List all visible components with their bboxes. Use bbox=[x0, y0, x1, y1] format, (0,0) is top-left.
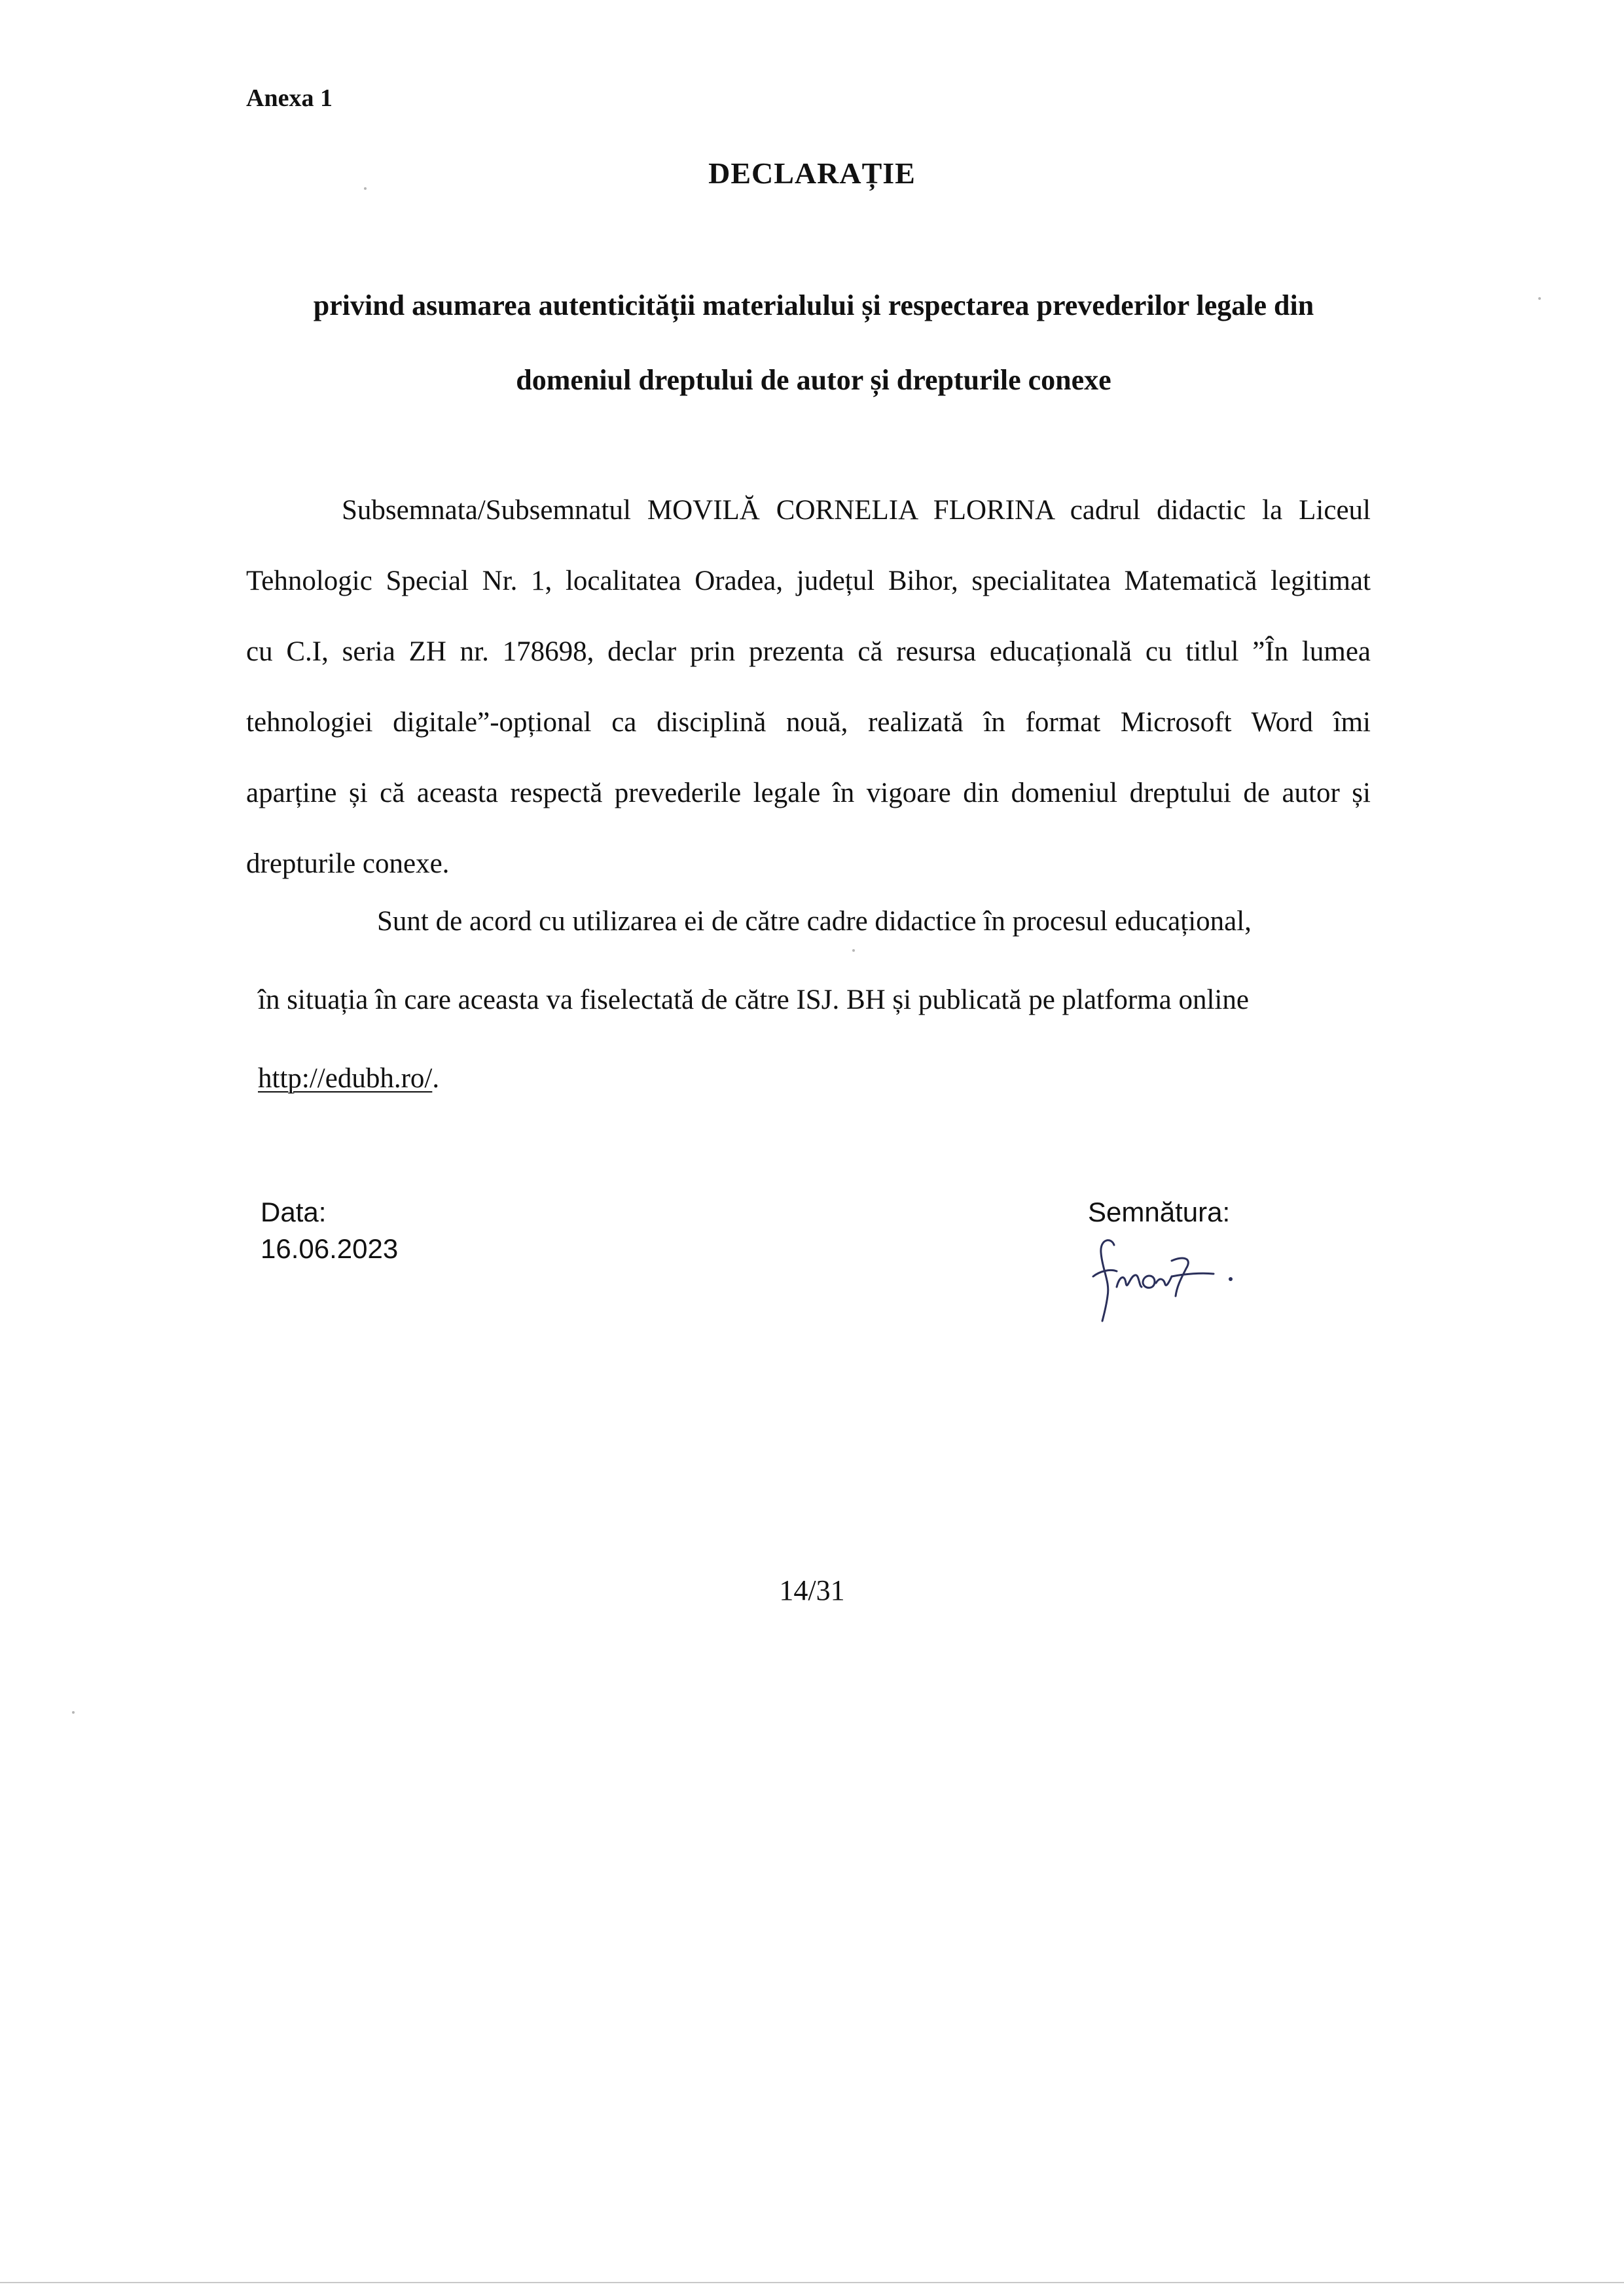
scan-speck bbox=[364, 187, 367, 190]
agreement-link-line bbox=[258, 1039, 1371, 1118]
paragraph-line: Subsemnata/Subsemnatul MOVILĂ CORNELIA FLORINA cadrul didactic la Liceul bbox=[342, 495, 1371, 526]
date-value: 16.06.2023 bbox=[261, 1233, 399, 1264]
platform-link[interactable]: http://edubh.ro/ bbox=[258, 1063, 433, 1094]
handwritten-signature bbox=[1074, 1231, 1244, 1322]
annex-label: Anexa 1 bbox=[246, 84, 333, 112]
signature-label: Semnătura: bbox=[1088, 1197, 1231, 1227]
scan-speck bbox=[1538, 297, 1541, 300]
date-label: Data: bbox=[261, 1197, 327, 1227]
agreement-line: Sunt de acord cu utilizarea ei de către cadre didactice în procesul educațional, bbox=[377, 906, 1252, 937]
date-block bbox=[261, 1194, 398, 1267]
signature-block bbox=[1088, 1194, 1230, 1231]
subtitle-line: privind asumarea autenticității materialului și respectarea prevederilor legale din bbox=[313, 289, 1314, 321]
agreement-line: în situația în care aceasta va fiselectată de către ISJ. BH și publicată pe platforma online bbox=[258, 985, 1249, 1015]
scan-speck bbox=[72, 1711, 75, 1714]
paragraph-line: cu C.I, seria ZH nr. 178698, declar prin prezenta că resursa educațională cu titlul ”În lumea bbox=[246, 636, 1371, 667]
paragraph-line: aparține și că aceasta respectă prevederile legale în vigoare din domeniul dreptului de autor și bbox=[246, 778, 1371, 808]
paragraph-line: Tehnologic Special Nr. 1, localitatea Oradea, județul Bihor, specialitatea Matematică legitimat bbox=[246, 566, 1371, 596]
declaration-paragraph bbox=[246, 475, 1371, 899]
document-title: DECLARAȚIE bbox=[708, 156, 916, 190]
document-subtitle bbox=[246, 268, 1381, 418]
link-suffix: . bbox=[432, 1063, 440, 1094]
paragraph-line: drepturile conexe. bbox=[246, 848, 450, 879]
agreement-paragraph bbox=[258, 882, 1371, 1118]
paragraph-line: tehnologiei digitale”-opțional ca disciplină nouă, realizată în format Microsoft Word îmi bbox=[246, 707, 1371, 738]
page-number: 14/31 bbox=[779, 1574, 845, 1606]
subtitle-line: domeniul dreptului de autor și drepturile conexe bbox=[516, 364, 1111, 396]
scan-speck bbox=[852, 949, 855, 952]
scan-edge-line bbox=[0, 2282, 1624, 2283]
